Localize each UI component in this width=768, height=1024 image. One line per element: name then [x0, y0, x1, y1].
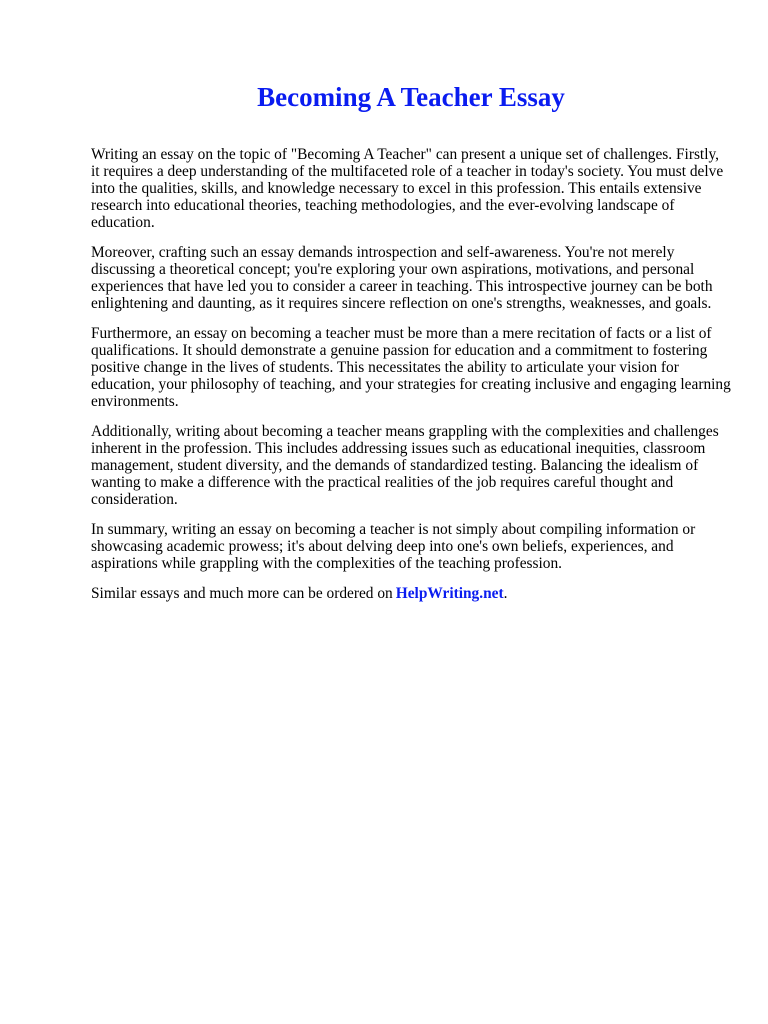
helpwriting-link[interactable]: HelpWriting.net — [395, 585, 504, 602]
document-title: Becoming A Teacher Essay — [257, 82, 565, 112]
footer-line — [91, 585, 731, 602]
paragraph-5: In summary, writing an essay on becoming a teacher is not simply about compiling information or showcasing academic prowess; it's about delving deep into one's own beliefs, experiences, and aspirations while grappling with the complexities of the teaching profession. — [91, 521, 696, 572]
footer-text: Similar essays and much more can be ordered on — [91, 585, 393, 602]
paragraph-4: Additionally, writing about becoming a teacher means grappling with the complexities and challenges inherent in the profession. This includes addressing issues such as educational inequities, classroom management, student diversity, and the demands of standardized testing. Balancing the idealism of wanting to make a difference with the practical realities of the job requires careful thought and consideration. — [91, 423, 719, 508]
footer-period: . — [503, 585, 508, 602]
paragraph-3: Furthermore, an essay on becoming a teacher must be more than a mere recitation of facts or a list of qualifications. It should demonstrate a genuine passion for education and a commitment to fostering positive change in the lives of students. This necessitates the ability to articulate your vision for education, your philosophy of teaching, and your strategies for creating inclusive and engaging learning environments. — [91, 325, 731, 410]
document-body — [91, 146, 731, 602]
paragraph-2: Moreover, crafting such an essay demands introspection and self-awareness. You're not merely discussing a theoretical concept; you're exploring your own aspirations, motivations, and personal experiences that have led you to consider a career in teaching. This introspective journey can be both enlightening and daunting, as it requires sincere reflection on one's strengths, weaknesses, and goals. — [91, 244, 713, 312]
paragraph-1: Writing an essay on the topic of "Becoming A Teacher" can present a unique set of challenges. Firstly, it requires a deep understanding of the multifaceted role of a teacher in today's society. You must delve into the qualities, skills, and knowledge necessary to excel in this profession. This entails extensive research into educational theories, teaching methodologies, and the ever-evolving landscape of education. — [91, 146, 724, 231]
